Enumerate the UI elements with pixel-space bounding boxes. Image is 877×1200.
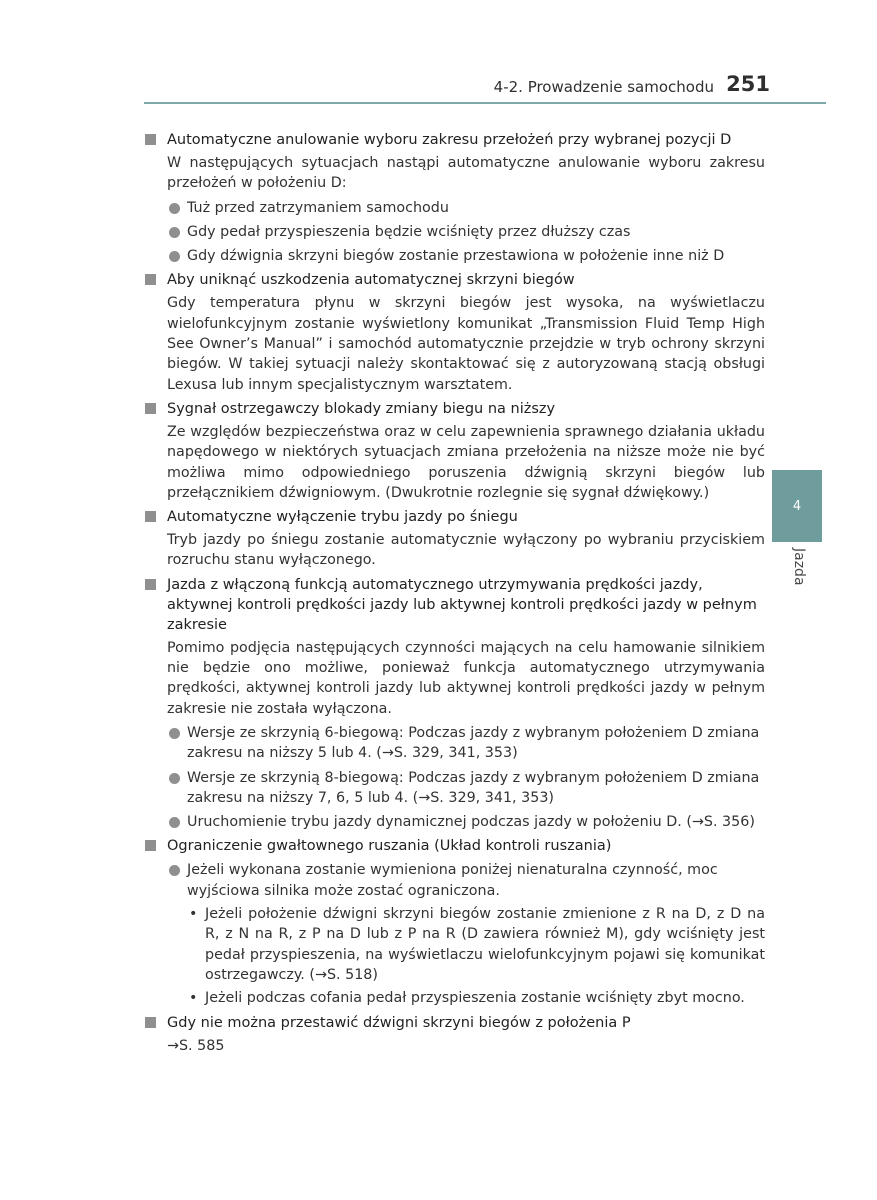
sub-list-item: • Jeżeli podczas cofania pedał przyspieszenia zostanie wciśnięty zbyt mocno. — [145, 988, 765, 1008]
section-title: Ograniczenie gwałtownego ruszania (Układ kontroli ruszania) — [145, 836, 765, 856]
circle-bullet-icon — [169, 251, 180, 262]
list-item: Gdy dźwignia skrzyni biegów zostanie przestawiona w położenie inne niż D — [145, 246, 765, 266]
square-bullet-icon — [145, 134, 156, 145]
list-item: Gdy pedał przyspieszenia będzie wciśnięty przez dłuższy czas — [145, 222, 765, 242]
circle-bullet-icon — [169, 728, 180, 739]
section-title: Automatyczne wyłączenie trybu jazdy po śniegu — [145, 507, 765, 527]
page-number: 251 — [726, 72, 770, 96]
list-item: Tuż przed zatrzymaniem samochodu — [145, 198, 765, 218]
circle-bullet-icon — [169, 203, 180, 214]
list-item: Wersje ze skrzynią 8-biegową: Podczas jazdy z wybranym położeniem D zmiana zakresu na niższy 7, 6, 5 lub 4. (→S. 329, 341, 353) — [145, 768, 765, 809]
square-bullet-icon — [145, 840, 156, 851]
section-title: Automatyczne anulowanie wyboru zakresu przełożeń przy wybranej pozycji D — [145, 130, 765, 150]
list-item: Jeżeli wykonana zostanie wymieniona poniżej nienaturalna czynność, moc wyjściowa silnika może zostać ograniczona. — [145, 860, 765, 901]
sub-list-item: • Jeżeli położenie dźwigni skrzyni biegów zostanie zmienione z R na D, z D na R, z N na R, z P na D lub z P na R (D zawiera również M), gdy wciśnięty jest pedał przyspieszenia, na wyświetlaczu wielofunkcyjnym pojawi się komunikat ostrzegawczy. (→S. 518) — [189, 906, 765, 983]
chapter-tab — [772, 470, 822, 542]
square-bullet-icon — [145, 1017, 156, 1028]
section-title: Aby uniknąć uszkodzenia automatycznej skrzyni biegów — [145, 270, 765, 290]
dot-bullet-icon: • — [189, 990, 198, 1007]
section-title: Sygnał ostrzegawczy blokady zmiany biegu na niższy — [145, 399, 765, 419]
page-header — [144, 68, 826, 104]
page-content — [145, 130, 765, 1056]
section-paragraph: W następujących sytuacjach nastąpi automatyczne anulowanie wyboru zakresu przełożeń w położeniu D: — [167, 155, 765, 192]
circle-bullet-icon — [169, 817, 180, 828]
header-rule — [144, 102, 826, 104]
dot-bullet-icon: • — [189, 906, 198, 923]
section-title: Gdy nie można przestawić dźwigni skrzyni biegów z położenia P — [145, 1013, 765, 1033]
square-bullet-icon — [145, 579, 156, 590]
section-paragraph: Pomimo podjęcia następujących czynności mających na celu hamowanie silnikiem nie będzie ono możliwe, ponieważ funkcja automatycznego utrzymywania prędkości, aktywnej kontroli jazdy lub aktywnej kontroli prędkości jazdy w pełnym zakresie nie została wyłączona. — [167, 639, 765, 717]
section-paragraph: Ze względów bezpieczeństwa oraz w celu zapewnienia sprawnego działania układu napędowego w niektórych sytuacjach zmiana przełożenia na niższe może nie być możliwa mimo odpowiedniego poruszenia dźwignią skrzyni biegów lub przełącznikiem dźwigniowym. (Dwukrotnie rozlegnie się sygnał dźwiękowy.) — [167, 423, 765, 501]
section-paragraph: Gdy temperatura płynu w skrzyni biegów jest wysoka, na wyświetlaczu wielofunkcyjnym zostanie wyświetlony komunikat „Transmission Fluid Temp High See Owner’s Manual” i samochód automatycznie przejdzie w tryb ochrony skrzyni biegów. W takiej sytuacji należy skontaktować się z autoryzowaną stacją obsługi Lexusa lub innym specjalistycznym warsztatem. — [167, 295, 765, 393]
section-paragraph: Tryb jazdy po śniegu zostanie automatycznie wyłączony po wybraniu przyciskiem rozruchu stanu wyłączonego. — [167, 532, 765, 569]
chapter-tab-number: 4 — [792, 498, 802, 514]
circle-bullet-icon — [169, 865, 180, 876]
list-item: Wersje ze skrzynią 6-biegową: Podczas jazdy z wybranym położeniem D zmiana zakresu na niższy 5 lub 4. (→S. 329, 341, 353) — [145, 723, 765, 764]
circle-bullet-icon — [169, 773, 180, 784]
list-item: Uruchomienie trybu jazdy dynamicznej podczas jazdy w położeniu D. (→S. 356) — [145, 812, 765, 832]
chapter-title: 4-2. Prowadzenie samochodu — [493, 78, 714, 96]
square-bullet-icon — [145, 274, 156, 285]
circle-bullet-icon — [169, 227, 180, 238]
section-title: Jazda z włączoną funkcją automatycznego utrzymywania prędkości jazdy, aktywnej kontroli prędkości jazdy lub aktywnej kontroli prędkości jazdy w pełnym zakresie — [145, 575, 765, 635]
chapter-tab-label: Jazda — [791, 548, 807, 586]
page-reference-link[interactable]: →S. 585 — [167, 1037, 225, 1054]
square-bullet-icon — [145, 511, 156, 522]
square-bullet-icon — [145, 403, 156, 414]
